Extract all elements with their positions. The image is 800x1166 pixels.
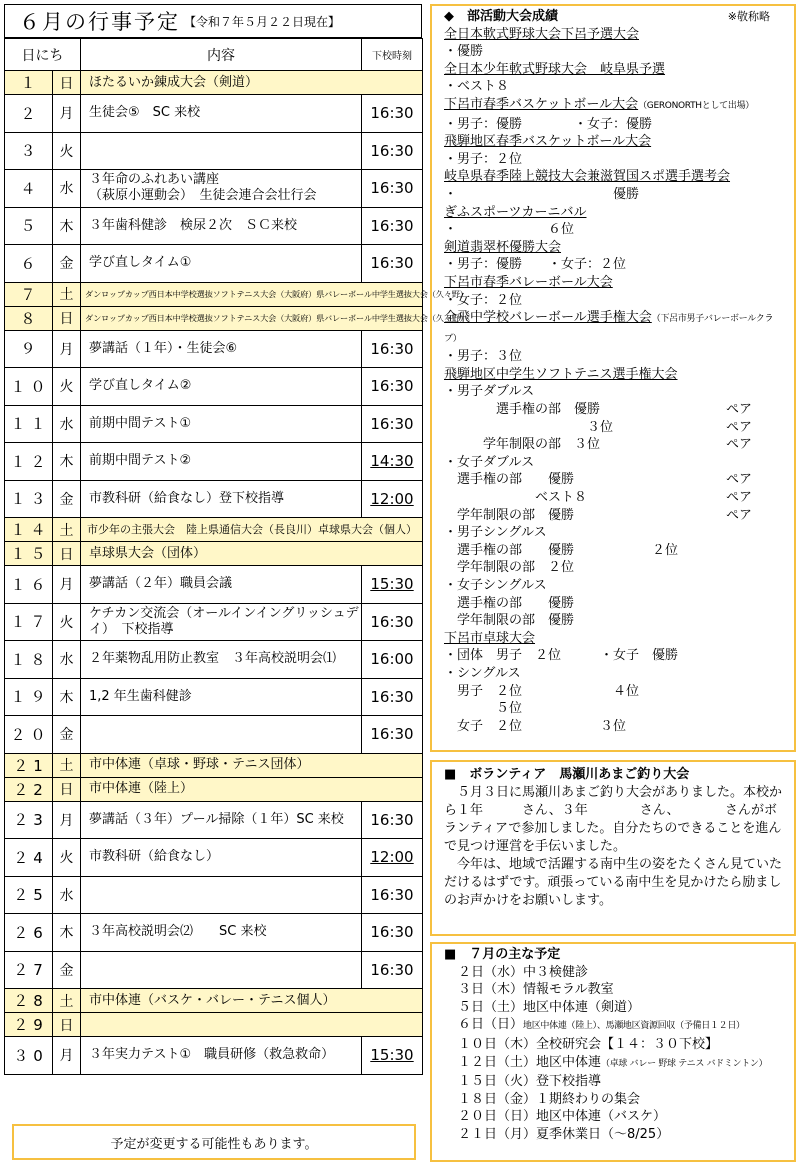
- july-item-text: １５日（火）登下校指導: [458, 1074, 602, 1090]
- row-time: [362, 1037, 423, 1075]
- pair-label: ペア: [726, 437, 753, 453]
- row-event: 市中体連（陸上）: [81, 777, 423, 801]
- row-day: １３: [5, 480, 53, 518]
- honorific-note: ※敬称略: [727, 10, 770, 23]
- row-day: １７: [5, 603, 53, 641]
- result-text: 全飛中学校バレーボール選手権大会: [444, 310, 652, 326]
- row-day: ３0: [5, 1037, 53, 1075]
- july-item-text: １０日（木）全校研究会【１４：３０下校】: [458, 1036, 719, 1052]
- row-time-value: 12:00: [370, 489, 414, 508]
- header-event: 内容: [81, 39, 362, 71]
- row-day: １１: [5, 405, 53, 443]
- header-time: 下校時刻: [362, 39, 423, 71]
- july-item-text: ６日（日）: [458, 1017, 524, 1033]
- row-event: 夢講話（３年）プール掃除（１年）SC 来校: [81, 801, 362, 839]
- row-event: 卓球県大会（団体）: [81, 542, 423, 566]
- result-line: [444, 683, 786, 701]
- row-day: ２: [5, 95, 53, 133]
- result-text: ベスト８: [444, 490, 588, 506]
- row-weekday: 月: [53, 566, 81, 604]
- schedule-row: [5, 777, 423, 801]
- schedule-row: [5, 306, 423, 330]
- row-time-value: 16:30: [370, 339, 414, 358]
- row-event: ３年命のふれあい講座 （萩原小運動会） 生徒会連合会壮行会: [81, 170, 362, 208]
- result-text: 選手権の部 優勝: [444, 595, 575, 611]
- result-text: ・団体 男子 ２位 ・女子 優勝: [444, 648, 679, 664]
- tournament-name: [444, 96, 786, 116]
- result-line: [444, 348, 786, 366]
- row-time-value: 16:30: [370, 687, 414, 706]
- result-text: ・男子：３位: [444, 349, 523, 365]
- july-item-text: ５日（土）地区中体連（剣道）: [458, 999, 641, 1015]
- result-line: [444, 665, 786, 683]
- tournament-name: [444, 204, 786, 222]
- row-event: 市教科研（給食なし）: [81, 839, 362, 877]
- result-line: [444, 383, 786, 401]
- change-notice: 予定が変更する可能性もあります。: [12, 1124, 416, 1160]
- result-line: [444, 186, 786, 204]
- schedule-row: [5, 330, 423, 368]
- result-text: ・男子シングルス: [444, 525, 547, 541]
- row-day: ３: [5, 132, 53, 170]
- row-time: [362, 207, 423, 245]
- july-item-detail: （卓球 バレー 野球 テニス バドミントン）: [601, 1058, 768, 1069]
- row-time: [362, 405, 423, 443]
- tournament-note: （下呂市男子バレーボールクラブ）: [444, 314, 774, 344]
- row-time-value: 16:30: [370, 810, 414, 829]
- result-line: [444, 419, 786, 437]
- result-text: 男子 ２位 ４位: [444, 683, 640, 699]
- row-day: ２7: [5, 951, 53, 989]
- result-text: 全日本軟式野球大会下呂予選大会: [444, 26, 640, 42]
- row-time-value: 16:30: [370, 254, 414, 273]
- row-weekday: 水: [53, 170, 81, 208]
- result-text: 下呂市春季バスケットボール大会: [444, 96, 639, 112]
- result-text: 女子 ２位 ３位: [444, 718, 627, 734]
- result-line: [444, 507, 786, 525]
- result-line: [444, 43, 786, 61]
- schedule-row: [5, 839, 423, 877]
- result-line: [444, 595, 786, 613]
- row-weekday: 火: [53, 839, 81, 877]
- row-time-value: 16:30: [370, 923, 414, 942]
- result-text: ・女子ダブルス: [444, 454, 535, 470]
- result-line: [444, 612, 786, 630]
- row-weekday: 水: [53, 876, 81, 914]
- row-time: [362, 132, 423, 170]
- result-text: ・シングルス: [444, 665, 521, 681]
- row-weekday: 火: [53, 132, 81, 170]
- july-item: [444, 1108, 786, 1126]
- row-event: 生徒会⑤ SC 来校: [81, 95, 362, 133]
- result-text: 学年制限の部 ３位: [444, 437, 601, 453]
- schedule-row: [5, 566, 423, 604]
- july-item: [444, 1054, 786, 1074]
- row-time-value: 16:30: [370, 141, 414, 160]
- row-weekday: 月: [53, 95, 81, 133]
- pair-label: ペア: [726, 419, 753, 435]
- row-event: 1,2 年生歯科健診: [81, 678, 362, 716]
- schedule-row: [5, 518, 423, 542]
- row-time: [362, 914, 423, 952]
- schedule-row: [5, 716, 423, 754]
- row-day: １８: [5, 641, 53, 679]
- row-weekday: 日: [53, 542, 81, 566]
- tournament-name: [444, 239, 786, 257]
- row-day: ６: [5, 245, 53, 283]
- schedule-title: ６月の行事予定: [19, 10, 180, 34]
- row-time: [362, 245, 423, 283]
- row-event: [81, 716, 362, 754]
- july-item: [444, 981, 786, 999]
- result-text: 飛騨地区春季バスケットボール大会: [444, 134, 652, 150]
- july-item-text: ２日（水）中３検健診: [458, 964, 589, 980]
- result-text: ・男子：優勝 ・女子：２位: [444, 257, 627, 273]
- row-event: ２年薬物乱用防止教室 ３年高校説明会⑴: [81, 641, 362, 679]
- results-header: [444, 8, 786, 26]
- schedule-body: [5, 71, 468, 1075]
- row-time-value: 12:00: [370, 848, 414, 867]
- result-line: [444, 577, 786, 595]
- result-text: ・女子：２位: [444, 292, 523, 308]
- row-weekday: 金: [53, 245, 81, 283]
- row-time: [362, 480, 423, 518]
- row-time: [362, 95, 423, 133]
- row-weekday: 木: [53, 678, 81, 716]
- schedule-row: [5, 989, 423, 1013]
- row-event: ダンロップカップ西日本中学校選抜ソフトテニス大会（大阪府）県バレーボール中学生選抜大会（久々野）: [81, 306, 423, 330]
- schedule-row: [5, 876, 423, 914]
- schedule-row: [5, 245, 423, 283]
- row-weekday: 水: [53, 405, 81, 443]
- result-line: [444, 292, 786, 310]
- row-event: 学び直しタイム①: [81, 245, 362, 283]
- schedule-row: [5, 207, 423, 245]
- result-text: 選手権の部 優勝 ２位: [444, 542, 679, 558]
- row-time: [362, 170, 423, 208]
- result-line: [444, 221, 786, 239]
- result-text: ・ 優勝: [444, 186, 640, 202]
- result-text: ・男子ダブルス: [444, 384, 535, 400]
- row-time-value: 16:30: [370, 377, 414, 396]
- july-heading: ■ ７月の主な予定: [444, 947, 561, 962]
- row-time-value: 16:30: [370, 216, 414, 235]
- schedule-row: [5, 641, 423, 679]
- row-event: 前期中間テスト②: [81, 443, 362, 481]
- result-line: [444, 700, 786, 718]
- row-weekday: 金: [53, 951, 81, 989]
- row-time-value: 15:30: [370, 1046, 414, 1065]
- result-text: ・ベスト８: [444, 79, 510, 95]
- row-weekday: 火: [53, 603, 81, 641]
- row-time: [362, 330, 423, 368]
- row-day: ２０: [5, 716, 53, 754]
- row-day: ２2: [5, 777, 53, 801]
- result-line: [444, 78, 786, 96]
- result-line: [444, 436, 786, 454]
- july-item-text: １８日（金）１期終わりの集会: [458, 1091, 641, 1107]
- row-event: ほたるいか錬成大会（剣道）: [81, 71, 423, 95]
- row-time: [362, 566, 423, 604]
- result-text: 選手権の部 優勝: [444, 402, 601, 418]
- result-text: 岐阜県春季陸上競技大会兼滋賀国スポ選手選考会: [444, 169, 731, 185]
- row-event: ダンロップカップ西日本中学校選抜ソフトテニス大会（大阪府）県バレーボール中学生選抜大会（久々野）: [81, 282, 423, 306]
- result-text: ・男子：２位: [444, 151, 523, 167]
- schedule-row: [5, 1037, 423, 1075]
- row-day: ７: [5, 282, 53, 306]
- result-line: [444, 116, 786, 134]
- row-day: ２4: [5, 839, 53, 877]
- row-day: １４: [5, 518, 53, 542]
- result-text: ３位: [444, 419, 614, 435]
- result-text: ・男子：優勝 ・女子：優勝: [444, 116, 653, 132]
- row-event: [81, 1013, 423, 1037]
- result-line: [444, 401, 786, 419]
- result-text: 学年制限の部 ２位: [444, 560, 575, 576]
- results-heading: ◆ 部活動大会成績: [444, 9, 558, 24]
- result-line: [444, 256, 786, 274]
- row-weekday: 日: [53, 306, 81, 330]
- schedule-row: [5, 405, 423, 443]
- july-item-text: ２０日（日）地区中体連（バスケ）: [458, 1109, 667, 1125]
- row-event: ケチカン交流会（オールインイングリッシュデイ） 下校指導: [81, 603, 362, 641]
- row-time-value: 16:00: [370, 650, 414, 669]
- row-weekday: 水: [53, 641, 81, 679]
- row-day: ８: [5, 306, 53, 330]
- tournament-name: [444, 274, 786, 292]
- row-weekday: 木: [53, 207, 81, 245]
- schedule-row: [5, 95, 423, 133]
- row-time: [362, 641, 423, 679]
- schedule-row: [5, 1013, 423, 1037]
- row-day: ２9: [5, 1013, 53, 1037]
- july-item: [444, 1126, 786, 1144]
- row-day: １０: [5, 368, 53, 406]
- july-item: [444, 1091, 786, 1109]
- pair-label: ペア: [726, 402, 753, 418]
- result-line: [444, 524, 786, 542]
- result-text: ・優勝: [444, 44, 484, 60]
- row-time-value: 16:30: [370, 885, 414, 904]
- result-line: [444, 647, 786, 665]
- july-item-detail: 地区中体連（陸上）、馬瀬地区資源回収（予備日１２日）: [523, 1021, 745, 1032]
- row-time-value: 15:30: [370, 575, 414, 594]
- row-day: ２8: [5, 989, 53, 1013]
- row-weekday: 月: [53, 801, 81, 839]
- row-event: 夢講話（１年）・生徒会⑥: [81, 330, 362, 368]
- july-item-text: ３日（木）情報モラル教室: [458, 982, 614, 998]
- result-text: 下呂市卓球大会: [444, 630, 536, 646]
- result-text: 下呂市春季バレーボール大会: [444, 274, 613, 290]
- tournament-name: [444, 133, 786, 151]
- schedule-row: [5, 170, 423, 208]
- schedule-row: [5, 132, 423, 170]
- result-line: [444, 454, 786, 472]
- row-weekday: 日: [53, 777, 81, 801]
- row-weekday: 金: [53, 716, 81, 754]
- schedule-row: [5, 542, 423, 566]
- row-time: [362, 443, 423, 481]
- row-weekday: 土: [53, 518, 81, 542]
- schedule-row: [5, 368, 423, 406]
- row-day: ２1: [5, 753, 53, 777]
- row-weekday: 日: [53, 71, 81, 95]
- volunteer-heading: ■ ボランティア 馬瀬川あまご釣り大会: [444, 767, 690, 782]
- row-day: １９: [5, 678, 53, 716]
- result-text: 学年制限の部 優勝: [444, 613, 575, 629]
- result-line: [444, 559, 786, 577]
- schedule-header-row: [5, 39, 423, 71]
- july-item-text: １２日（土）地区中体連: [458, 1054, 602, 1070]
- row-time-value: 16:30: [370, 414, 414, 433]
- row-event: 市中体連（卓球・野球・テニス団体）: [81, 753, 423, 777]
- schedule-row: [5, 282, 423, 306]
- result-line: [444, 718, 786, 736]
- pair-label: ペア: [726, 507, 753, 523]
- july-item: [444, 1016, 786, 1036]
- result-text: 全日本少年軟式野球大会 岐阜県予選: [444, 61, 666, 77]
- july-item: [444, 999, 786, 1017]
- row-time: [362, 678, 423, 716]
- result-text: 飛騨地区中学生ソフトテニス選手権大会: [444, 366, 678, 382]
- july-list: [444, 964, 786, 1144]
- july-item: [444, 1073, 786, 1091]
- row-time-value: 16:30: [370, 725, 414, 744]
- row-day: ２5: [5, 876, 53, 914]
- volunteer-paragraph-1: ５月３日に馬瀬川あまご釣り大会がありました。本校から１年 さん、３年 さん、 さんがボランティアで参加しました。自分たちのできることを進んで見つけ運営を手伝いました。: [444, 785, 783, 854]
- pair-label: ペア: [726, 472, 753, 488]
- result-text: 学年制限の部 優勝: [444, 507, 575, 523]
- row-time-value: 16:30: [370, 104, 414, 123]
- result-line: [444, 471, 786, 489]
- row-event: ３年高校説明会⑵ SC 来校: [81, 914, 362, 952]
- row-day: ５: [5, 207, 53, 245]
- tournament-name: [444, 630, 786, 648]
- result-text: ・ ６位: [444, 222, 575, 238]
- result-text: ・女子シングルス: [444, 578, 547, 593]
- result-line: [444, 489, 786, 507]
- row-time: [362, 716, 423, 754]
- row-day: ４: [5, 170, 53, 208]
- tournament-name: [444, 309, 786, 348]
- result-line: [444, 542, 786, 560]
- row-weekday: 木: [53, 914, 81, 952]
- row-day: ９: [5, 330, 53, 368]
- schedule-as-of: 【令和７年５月２２日現在】: [184, 14, 341, 29]
- schedule-row: [5, 603, 423, 641]
- row-event: ３年歯科健診 検尿２次 ＳＣ来校: [81, 207, 362, 245]
- row-event: 市中体連（バスケ・バレー・テニス個人）: [81, 989, 423, 1013]
- result-text: 剣道翡翠杯優勝大会: [444, 239, 562, 255]
- row-weekday: 土: [53, 753, 81, 777]
- row-event: ３年実力テスト① 職員研修（救急救命）: [81, 1037, 362, 1075]
- schedule-row: [5, 801, 423, 839]
- schedule-row: [5, 914, 423, 952]
- row-event: 前期中間テスト①: [81, 405, 362, 443]
- schedule-row: [5, 753, 423, 777]
- result-text: 選手権の部 優勝: [444, 472, 575, 488]
- row-day: １２: [5, 443, 53, 481]
- schedule-row: [5, 480, 423, 518]
- row-weekday: 火: [53, 368, 81, 406]
- schedule-row: [5, 443, 423, 481]
- row-time: [362, 368, 423, 406]
- row-weekday: 月: [53, 330, 81, 368]
- tournament-name: [444, 366, 786, 384]
- row-event: [81, 951, 362, 989]
- row-weekday: 土: [53, 989, 81, 1013]
- row-time-value: 16:30: [370, 612, 414, 631]
- july-item: [444, 964, 786, 982]
- july-item-text: ２１日（月）夏季休業日（～8/25）: [458, 1126, 670, 1142]
- result-text: ぎふスポーツカーニバル: [444, 204, 587, 220]
- july-item: [444, 1036, 786, 1054]
- row-weekday: 木: [53, 443, 81, 481]
- row-day: ２3: [5, 801, 53, 839]
- pair-label: ペア: [726, 490, 753, 506]
- row-time-value: 16:30: [370, 179, 414, 198]
- row-weekday: 日: [53, 1013, 81, 1037]
- row-time-value: 14:30: [370, 452, 414, 471]
- row-time: [362, 603, 423, 641]
- row-day: １６: [5, 566, 53, 604]
- row-weekday: 土: [53, 282, 81, 306]
- result-text: ５位: [444, 701, 523, 717]
- row-event: [81, 876, 362, 914]
- header-day: 日にち: [5, 39, 81, 71]
- tournament-name: [444, 26, 786, 44]
- row-day: １: [5, 71, 53, 95]
- row-day: ２6: [5, 914, 53, 952]
- row-event: [81, 132, 362, 170]
- tournament-note: （GERONORTHとして出場）: [638, 100, 754, 111]
- volunteer-paragraph-2: 今年は、地域で活躍する南中生の姿をたくさん見ていただけるはずです。頑張っている南中生を見かけたら励ましのお声かけをお願いします。: [444, 857, 783, 908]
- july-plans-box: [430, 942, 796, 1162]
- row-weekday: 月: [53, 1037, 81, 1075]
- tournament-name: [444, 168, 786, 186]
- row-event: 学び直しタイム②: [81, 368, 362, 406]
- schedule-title-row: [4, 4, 422, 38]
- row-time: [362, 839, 423, 877]
- tournament-name: [444, 61, 786, 79]
- club-results-box: [430, 4, 796, 752]
- schedule-row: [5, 951, 423, 989]
- row-event: 市教科研（給食なし）登下校指導: [81, 480, 362, 518]
- row-time: [362, 951, 423, 989]
- results-list: [444, 26, 786, 736]
- row-event: 市少年の主張大会 陸上県通信大会（長良川）卓球県大会（個人）: [81, 518, 423, 542]
- row-event: 夢講話（２年）職員会議: [81, 566, 362, 604]
- row-weekday: 金: [53, 480, 81, 518]
- schedule-row: [5, 678, 423, 716]
- row-time-value: 16:30: [370, 960, 414, 979]
- result-line: [444, 151, 786, 169]
- schedule-row: [5, 71, 423, 95]
- volunteer-box: [430, 760, 796, 936]
- row-day: １５: [5, 542, 53, 566]
- row-time: [362, 876, 423, 914]
- row-time: [362, 801, 423, 839]
